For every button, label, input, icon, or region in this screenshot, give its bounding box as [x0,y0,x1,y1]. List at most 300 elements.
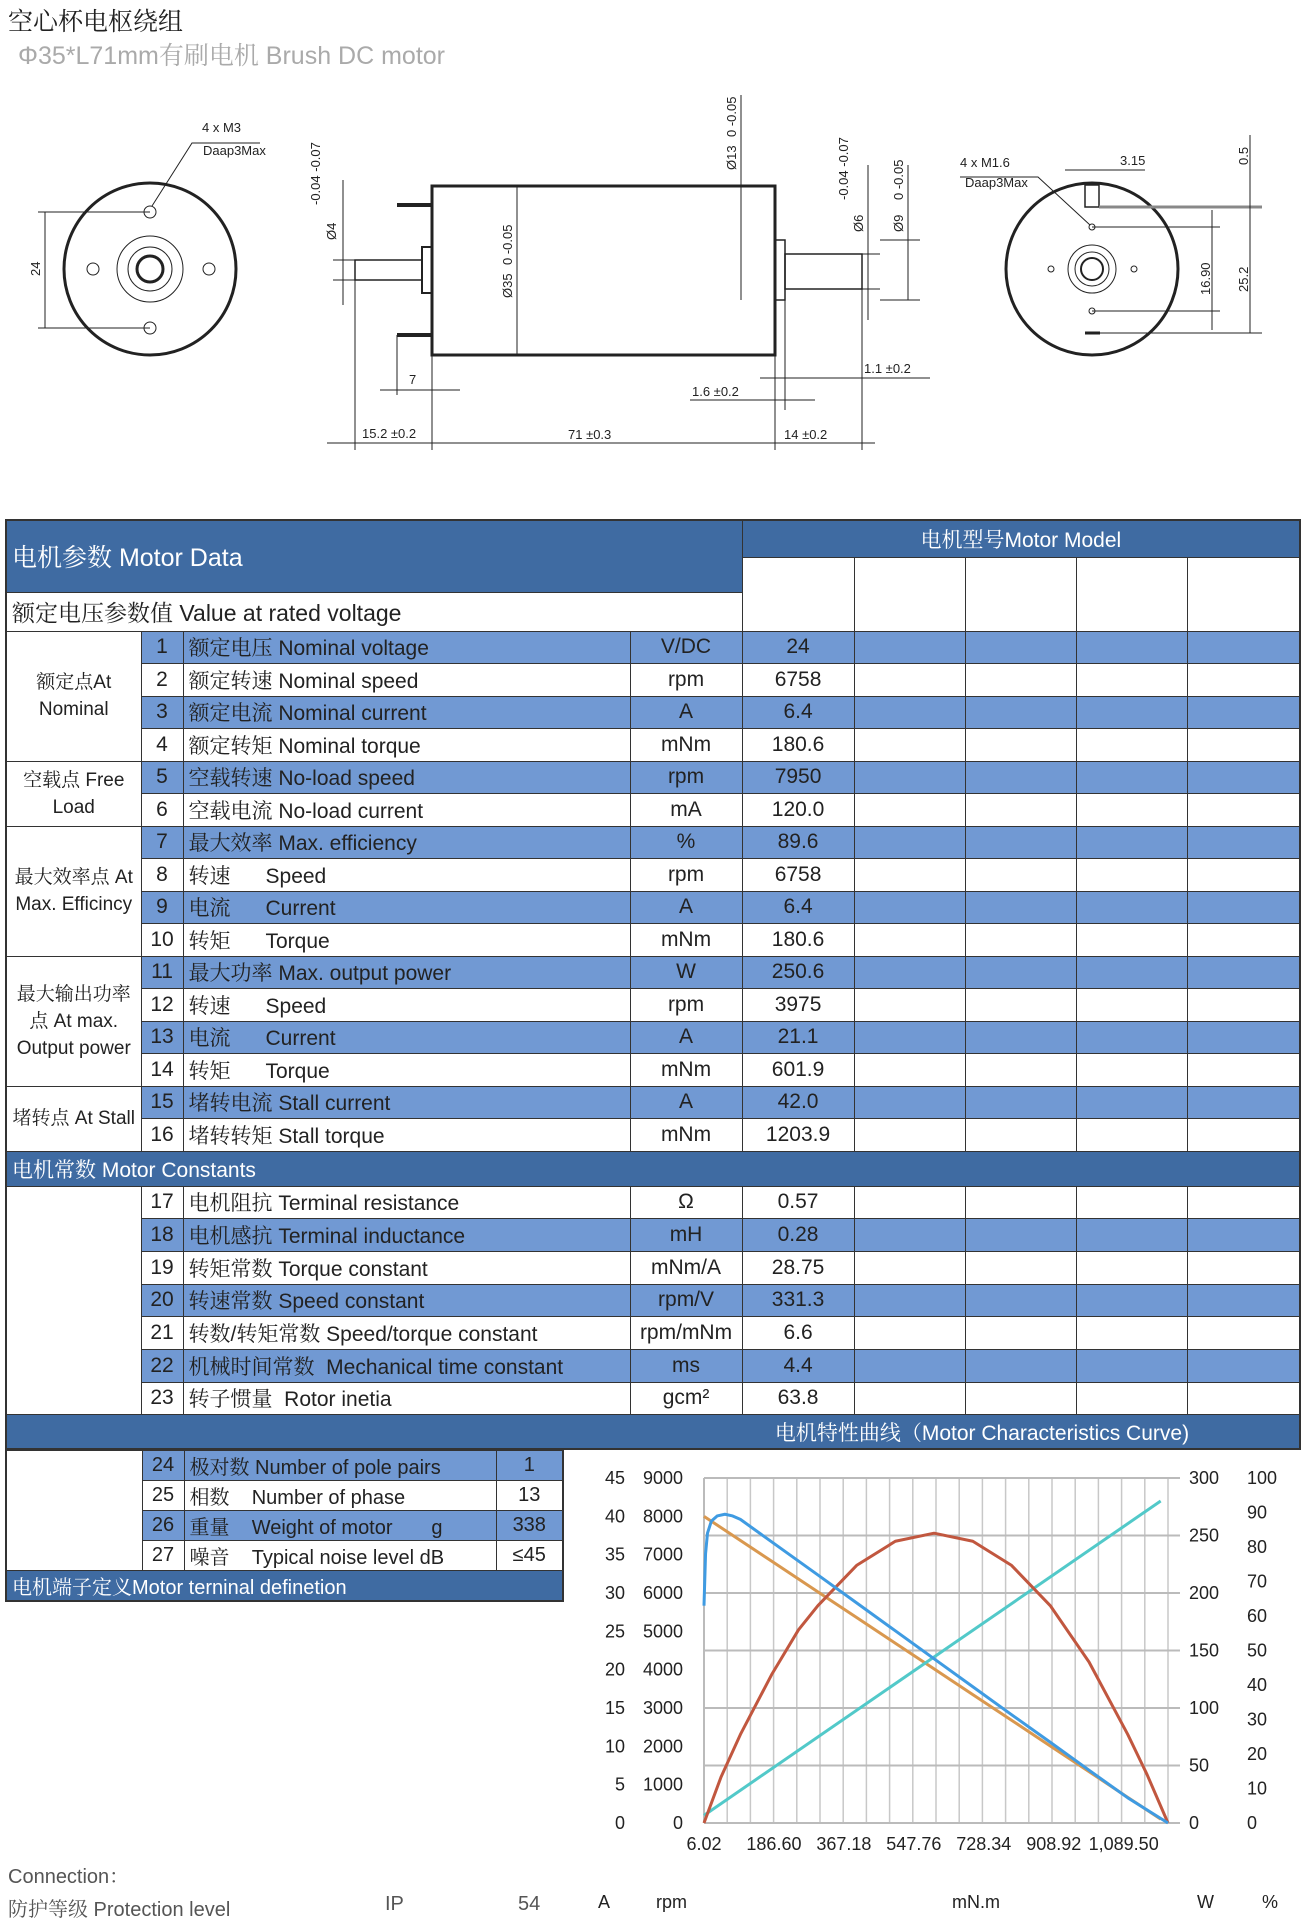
row-number: 14 [141,1054,183,1087]
extra-data-table [5,1449,564,1602]
dim-label: 0 -0.05 [891,159,906,200]
page-subtitle: Φ35*L71mm有刷电机 Brush DC motor [18,42,446,70]
y-tick-label: 25 [604,1621,625,1642]
row-number: 20 [141,1284,183,1317]
model-cell [1076,631,1187,664]
rated-voltage-header: 额定电压参数值 Value at rated voltage [6,592,742,631]
dim-label: Ø9 [891,214,906,232]
model-cell [1187,664,1300,697]
y-tick-label: 60 [1247,1606,1268,1626]
parameter-value: 6.4 [742,696,854,729]
y-tick-label: 150 [1189,1640,1220,1661]
model-cell [965,859,1076,892]
parameter-name: 额定电流 Nominal current [183,696,630,729]
row-number: 27 [142,1541,184,1571]
parameter-value: 6.4 [742,891,854,924]
dim-label: 71 ±0.3 [568,427,612,442]
model-cell [965,1021,1076,1054]
parameter-unit: % [630,826,742,859]
model-cell [854,989,965,1022]
series-efficiency-line [704,1514,1168,1823]
model-cell [965,956,1076,989]
axis-unit-label: A [598,1892,611,1912]
table-row [6,989,1300,1022]
model-cell [1076,1284,1187,1317]
parameter-value: 1203.9 [742,1119,854,1152]
dim-label: Ø35 [500,273,515,298]
model-cell [1076,696,1187,729]
dim-label: Ø6 [851,214,866,232]
parameter-name: 堵转转矩 Stall torque [183,1119,630,1152]
model-cell [854,729,965,762]
table-row [6,859,1300,892]
parameter-name: 转子惯量 Rotor inetia [183,1382,630,1415]
y-tick-label: 20 [604,1659,625,1680]
y-tick-label: 15 [604,1698,625,1718]
dim-label: 3.15 [1120,153,1146,168]
model-cell [1187,989,1300,1022]
dim-label: -0.04 -0.07 [836,137,851,200]
model-cell [854,761,965,794]
model-cell [854,891,965,924]
model-cell [1187,1086,1300,1119]
model-cell [1187,631,1300,664]
model-cell [1187,1251,1300,1284]
y-tick-label: 250 [1189,1525,1220,1546]
y-tick-label: 100 [1247,1468,1278,1488]
parameter-unit: mNm/A [630,1251,742,1284]
y-tick-label: 40 [604,1506,625,1527]
model-cell [1076,989,1187,1022]
page-title: 空心杯电枢绕组 [8,8,184,36]
parameter-value: 180.6 [742,924,854,957]
y-tick-label: 5 [614,1774,625,1795]
y-tick-label: 4000 [642,1659,683,1680]
parameter-name: 空载转速 No-load speed [183,761,630,794]
table-row [6,1284,1300,1317]
table-row [6,761,1300,794]
y-tick-label: 3000 [642,1698,683,1718]
parameter-value: 13 [496,1481,563,1511]
parameter-name: 转速 Speed [183,859,630,892]
x-tick-label: 186.60 [746,1834,802,1854]
model-cell [1187,1021,1300,1054]
table-row [6,664,1300,697]
model-cell [1076,761,1187,794]
model-cell [854,1317,965,1350]
model-cell [1187,1349,1300,1382]
dim-label: Ø4 [324,222,339,240]
terminal-definition-header: 电机端子定义Motor terninal definetion [6,1571,563,1602]
model-cell [1076,826,1187,859]
parameter-unit: mNm [630,1054,742,1087]
row-number: 15 [141,1086,183,1119]
parameter-name: 极对数 Number of pole pairs [184,1450,496,1481]
table-row [6,1219,1300,1252]
parameter-name: 相数 Number of phase [184,1481,496,1511]
y-tick-label: 90 [1247,1502,1268,1523]
row-number: 19 [141,1251,183,1284]
model-cell [1187,794,1300,827]
x-tick-label: 1,089.50 [1088,1834,1159,1854]
row-number: 4 [141,729,183,762]
parameter-unit: mNm [630,729,742,762]
model-cell [965,891,1076,924]
protection-prefix: IP [385,1893,404,1915]
model-cell [965,1349,1076,1382]
parameter-unit: rpm [630,761,742,794]
parameter-unit: mNm [630,924,742,957]
parameter-value: 7950 [742,761,854,794]
parameter-unit: mNm [630,1119,742,1152]
model-cell [854,1021,965,1054]
model-cell [1076,1054,1187,1087]
parameter-name: 电流 Current [183,891,630,924]
model-cell [965,1186,1076,1219]
table-row [6,1021,1300,1054]
model-cell [1076,1349,1187,1382]
model-cell [1187,696,1300,729]
model-cell [965,761,1076,794]
x-tick-label: 547.76 [886,1834,942,1854]
model-cell [1076,1021,1187,1054]
dim-label: Daap3Max [203,143,266,158]
parameter-value: 338 [496,1511,563,1541]
front-view [38,143,260,355]
parameter-name: 最大效率 Max. efficiency [183,826,630,859]
model-cell [965,989,1076,1022]
parameter-name: 最大功率 Max. output power [183,956,630,989]
y-tick-label: 30 [604,1583,625,1603]
row-number: 18 [141,1219,183,1252]
motor-constants-header: 电机常数 Motor Constants [6,1151,1300,1186]
parameter-value: 6758 [742,859,854,892]
x-tick-label: 908.92 [1026,1834,1082,1854]
model-cell [965,696,1076,729]
parameter-unit: rpm [630,989,742,1022]
y-tick-label: 1000 [642,1774,683,1795]
parameter-value: 180.6 [742,729,854,762]
parameter-name: 电流 Current [183,1021,630,1054]
model-cell [1076,1382,1187,1415]
y-tick-label: 80 [1247,1537,1268,1557]
model-cell [1187,1317,1300,1350]
model-cell [1076,1317,1187,1350]
parameter-unit: A [630,696,742,729]
parameter-unit: rpm/mNm [630,1317,742,1350]
model-cell [742,557,854,631]
table-row [6,826,1300,859]
parameter-name: 转速常数 Speed constant [183,1284,630,1317]
parameter-name: 转数/转矩常数 Speed/torque constant [183,1317,630,1350]
y-tick-label: 9000 [642,1468,683,1488]
model-cell [1187,1284,1300,1317]
row-number: 8 [141,859,183,892]
series-speed-line [704,1516,1161,1819]
table-row [6,696,1300,729]
model-cell [854,664,965,697]
model-cell [854,859,965,892]
parameter-unit: A [630,1021,742,1054]
row-number: 16 [141,1119,183,1152]
table-row [6,794,1300,827]
dim-label: 0 -0.05 [724,96,739,137]
dim-label: 14 ±0.2 [784,427,828,442]
dim-label: 1.6 ±0.2 [692,384,739,399]
y-tick-label: 40 [1247,1675,1268,1695]
model-cell [1076,1119,1187,1152]
parameter-value: 21.1 [742,1021,854,1054]
model-cell [1076,794,1187,827]
parameter-unit: mA [630,794,742,827]
model-cell [1076,729,1187,762]
group-label: 最大效率点 At Max. Efficincy [6,826,141,956]
model-cell [1187,891,1300,924]
dim-label: Daap3Max [965,175,1028,190]
dim-label: 4 x M3 [202,120,242,135]
parameter-unit: gcm² [630,1382,742,1415]
axis-unit-label: rpm [656,1892,687,1912]
x-tick-label: 367.18 [816,1834,872,1854]
group-label: 堵转点 At Stall [6,1086,141,1151]
parameter-value: 24 [742,631,854,664]
table-row [6,1086,1300,1119]
parameter-name: 堵转电流 Stall current [183,1086,630,1119]
row-number: 3 [141,696,183,729]
parameter-unit: A [630,1086,742,1119]
parameter-value: 28.75 [742,1251,854,1284]
parameter-value: 3975 [742,989,854,1022]
parameter-name: 转矩 Torque [183,1054,630,1087]
model-cell [965,1054,1076,1087]
series-power-line [704,1533,1168,1823]
model-cell [1187,1054,1300,1087]
dim-label: 7 [409,372,417,387]
y-tick-label: 7000 [642,1544,683,1565]
dim-label: 15.2 ±0.2 [362,426,417,441]
table-row [6,1119,1300,1152]
model-cell [965,1382,1076,1415]
model-cell [854,1284,965,1317]
parameter-value: 1 [496,1450,563,1481]
model-cell [854,631,965,664]
x-tick-label: 6.02 [686,1834,722,1854]
model-cell [1187,1119,1300,1152]
model-cell [965,794,1076,827]
motor-data-title: 电机参数 Motor Data [6,520,742,592]
dim-label: 0 -0.05 [500,224,515,265]
y-tick-label: 0 [1189,1813,1200,1833]
x-tick-label: 728.34 [956,1834,1012,1854]
model-cell [854,794,965,827]
group-label: 空载点 Free Load [6,761,141,826]
row-number: 1 [141,631,183,664]
model-cell [854,1119,965,1152]
parameter-name: 转矩 Torque [183,924,630,957]
model-cell [1076,1219,1187,1252]
table-row [6,729,1300,762]
parameter-value: 63.8 [742,1382,854,1415]
model-cell [1187,826,1300,859]
y-tick-label: 200 [1189,1583,1220,1603]
row-number: 11 [141,956,183,989]
model-cell [965,1086,1076,1119]
parameter-name: 转速 Speed [183,989,630,1022]
y-tick-label: 50 [1247,1640,1268,1661]
curve-header: 电机特性曲线（Motor Characteristics Curve) [6,1415,1300,1449]
model-cell [1076,664,1187,697]
model-cell [854,1086,965,1119]
model-cell [1187,1382,1300,1415]
y-tick-label: 5000 [642,1621,683,1642]
model-cell [1076,1086,1187,1119]
model-cell [965,1219,1076,1252]
parameter-value: 0.57 [742,1186,854,1219]
parameter-unit: ms [630,1349,742,1382]
parameter-unit: V/DC [630,631,742,664]
table-row [6,1186,1300,1219]
model-cell [854,826,965,859]
dim-label: 16.90 [1198,262,1213,295]
model-cell [1076,859,1187,892]
row-number: 23 [141,1382,183,1415]
model-cell [854,696,965,729]
row-number: 7 [141,826,183,859]
dim-label: Ø13 [724,145,739,170]
y-tick-label: 100 [1189,1698,1220,1718]
parameter-name: 额定电压 Nominal voltage [183,631,630,664]
parameter-value: 6.6 [742,1317,854,1350]
dim-label: -0.04 -0.07 [308,142,323,205]
x-axis-label: mN.m [952,1892,1000,1912]
group-label: 额定点At Nominal [6,631,141,761]
parameter-unit: W [630,956,742,989]
y-tick-label: 6000 [642,1583,683,1603]
protection-value: 54 [518,1893,541,1915]
parameter-unit: Ω [630,1186,742,1219]
y-tick-label: 35 [604,1544,625,1565]
parameter-name: 电机感抗 Terminal inductance [183,1219,630,1252]
parameter-unit: A [630,891,742,924]
model-cell [854,956,965,989]
y-tick-label: 10 [604,1736,625,1757]
parameter-value: 601.9 [742,1054,854,1087]
parameter-value: 42.0 [742,1086,854,1119]
model-cell [965,1251,1076,1284]
model-cell [1187,859,1300,892]
group-label: 最大输出功率点 At max. Output power [6,956,141,1086]
parameter-name: 额定转速 Nominal speed [183,664,630,697]
row-number: 12 [141,989,183,1022]
dim-label: 4 x M1.6 [960,155,1010,170]
parameter-value: 120.0 [742,794,854,827]
row-number: 6 [141,794,183,827]
y-tick-label: 10 [1247,1778,1268,1799]
row-number: 10 [141,924,183,957]
dim-label: 24 [28,261,43,276]
model-cell [854,1186,965,1219]
model-cell [854,557,965,631]
parameter-name: 空载电流 No-load current [183,794,630,827]
group-label [6,1186,141,1415]
model-cell [1187,761,1300,794]
connection-label: Connection： [8,1866,130,1888]
y-tick-label: 30 [1247,1709,1268,1730]
parameter-name: 电机阻抗 Terminal resistance [183,1186,630,1219]
table-row [6,924,1300,957]
model-cell [854,924,965,957]
table-row [6,1317,1300,1350]
motor-data-table [5,519,1301,1450]
model-cell [1187,729,1300,762]
parameter-name: 转矩常数 Torque constant [183,1251,630,1284]
parameter-name: 额定转矩 Nominal torque [183,729,630,762]
parameter-value: 0.28 [742,1219,854,1252]
y-tick-label: 0 [614,1813,625,1833]
table-row [6,891,1300,924]
row-number: 13 [141,1021,183,1054]
model-cell [1187,956,1300,989]
table-row [6,1349,1300,1382]
y-tick-label: 0 [672,1813,683,1833]
y-tick-label: 300 [1189,1468,1220,1488]
table-row [6,956,1300,989]
parameter-value: 6758 [742,664,854,697]
table-row [6,1382,1300,1415]
row-number: 26 [142,1511,184,1541]
model-cell [965,1119,1076,1152]
model-cell [1187,1219,1300,1252]
parameter-value: 331.3 [742,1284,854,1317]
y-tick-label: 45 [604,1468,625,1488]
row-number: 21 [141,1317,183,1350]
model-cell [965,729,1076,762]
model-cell [965,631,1076,664]
row-number: 2 [141,664,183,697]
row-number: 9 [141,891,183,924]
parameter-value: ≤45 [496,1541,563,1571]
parameter-value: 89.6 [742,826,854,859]
parameter-name: 噪音 Typical noise level dB [184,1541,496,1571]
model-cell [1187,924,1300,957]
model-cell [1187,557,1300,631]
y-tick-label: 8000 [642,1506,683,1527]
model-cell [854,1054,965,1087]
parameter-value: 250.6 [742,956,854,989]
row-number: 24 [142,1450,184,1481]
model-cell [965,557,1076,631]
parameter-unit: rpm [630,664,742,697]
model-cell [965,826,1076,859]
row-number: 22 [141,1349,183,1382]
model-cell [1187,1186,1300,1219]
table-row [6,1251,1300,1284]
axis-unit-label: % [1262,1892,1279,1912]
table-row [6,1450,563,1481]
parameter-unit: mH [630,1219,742,1252]
table-row [6,1054,1300,1087]
model-cell [854,1251,965,1284]
model-cell [965,924,1076,957]
y-tick-label: 20 [1247,1744,1268,1764]
row-number: 25 [142,1481,184,1511]
dim-label: 25.2 [1236,266,1251,292]
parameter-unit: rpm [630,859,742,892]
y-tick-label: 2000 [642,1736,683,1757]
y-tick-label: 0 [1247,1813,1258,1833]
parameter-value: 4.4 [742,1349,854,1382]
model-cell [854,1382,965,1415]
